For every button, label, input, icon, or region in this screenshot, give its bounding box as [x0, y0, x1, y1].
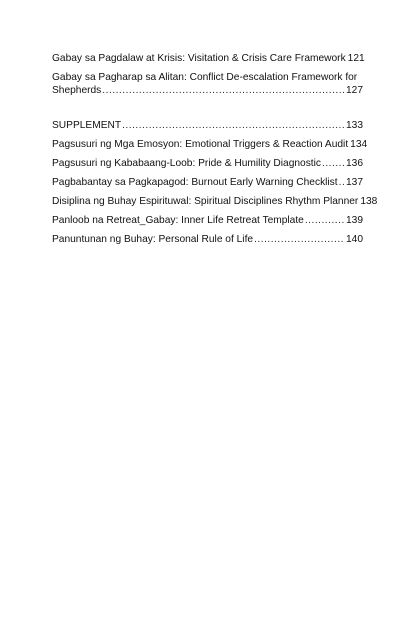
- toc-entry-page: 127: [346, 85, 363, 97]
- toc-entry-title: Gabay sa Pagdalaw at Krisis: Visitation & Crisis Care Framework: [52, 53, 346, 64]
- toc-entry-title: Disiplina ng Buhay Espirituwal: Spiritual Disciplines Rhythm Planner: [52, 195, 359, 207]
- toc-entry[interactable]: [52, 214, 363, 228]
- toc-entry[interactable]: [52, 195, 378, 209]
- toc-entry-title: Pagbabantay sa Pagkapagod: Burnout Early Warning Checklist: [52, 176, 338, 188]
- toc-entry-title: Gabay sa Pagharap sa Alitan: Conflict De-escalation Framework for: [52, 71, 358, 83]
- toc-entry-title: Panuntunan ng Buhay: Personal Rule of Life: [52, 233, 254, 245]
- toc-entry-page: 134: [350, 138, 368, 150]
- toc-entry[interactable]: [52, 157, 363, 171]
- toc-entry-title: Pagsusuri ng Kababaang-Loob: Pride & Humility Diagnostic: [52, 157, 321, 169]
- toc-entry[interactable]: [52, 71, 363, 98]
- toc-entry-page: 133: [346, 120, 363, 131]
- toc-entry-title: SUPPLEMENT: [52, 120, 122, 131]
- dot-leader: [254, 233, 345, 247]
- dot-leader: [339, 176, 345, 190]
- toc-entry-page: 137: [346, 176, 363, 188]
- toc-entry-page: 138: [360, 195, 378, 207]
- toc-entry-title: Pagsusuri ng Mga Emosyon: Emotional Triggers & Reaction Audit: [52, 138, 349, 150]
- dot-leader: [305, 214, 345, 228]
- toc-entry-page: 136: [346, 157, 363, 169]
- toc-entry-title: Panloob na Retreat_Gabay: Inner Life Retreat Template: [52, 214, 304, 226]
- toc-entry[interactable]: [52, 52, 363, 66]
- toc-entry-page: 139: [346, 214, 363, 226]
- toc-section-a: [52, 52, 363, 103]
- dot-leader: [102, 84, 345, 98]
- toc-entry-title-continued: Shepherds: [52, 85, 102, 97]
- toc-entry[interactable]: [52, 138, 368, 152]
- toc-entry[interactable]: [52, 233, 363, 247]
- toc-entry-page: 121: [347, 53, 365, 64]
- toc-section-supplement: [52, 119, 378, 252]
- dot-leader: [322, 157, 345, 171]
- toc-entry[interactable]: [52, 176, 363, 190]
- toc-entry[interactable]: [52, 119, 363, 133]
- dot-leader: [122, 119, 345, 133]
- toc-entry-page: 140: [346, 233, 363, 245]
